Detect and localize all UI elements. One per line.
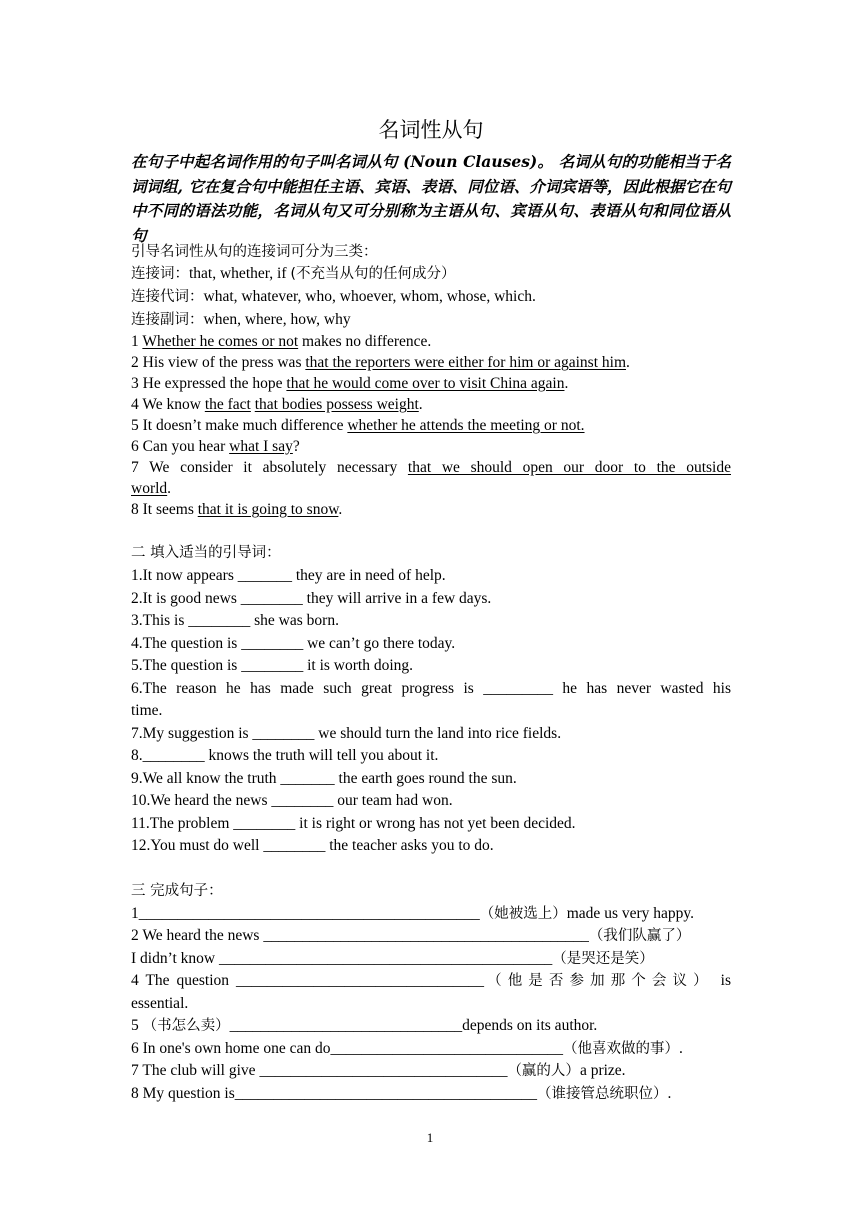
fill-item: 9.We all know the truth _______ the earth goes round the sun. — [131, 770, 517, 787]
example-5: 5 It doesn’t make much difference whether he attends the meeting or not. — [131, 417, 585, 434]
page-number: 1 — [426, 1130, 434, 1145]
example-1: 1 Whether he comes or not makes no difference. — [131, 333, 432, 350]
fill-item: 6.The reason he has made such great progress is _________ he has never wasted his — [131, 680, 731, 697]
fill-item: 12.You must do well ________ the teacher asks you to do. — [131, 837, 494, 854]
conjunction-line: 连接词：that, whether, if (不充当从句的任何成分） — [131, 265, 456, 282]
complete-item: 7 The club will give ________________________________（赢的人）a prize. — [131, 1062, 626, 1079]
example-8: 8 It seems that it is going to snow. — [131, 501, 343, 518]
complete-item: 4 The question ________________________________（他是否参加那个会议） is — [131, 972, 731, 989]
complete-item: 8 My question is_______________________________________（谁接管总统职位）. — [131, 1085, 672, 1102]
complete-item: 1____________________________________________（她被选上）made us very happy. — [131, 905, 695, 922]
example-4: 4 We know the fact that bodies possess weight. — [131, 396, 423, 413]
fill-item: 2.It is good news ________ they will arrive in a few days. — [131, 590, 492, 607]
example-7-cont: world. — [131, 480, 172, 497]
fill-item: 5.The question is ________ it is worth doing. — [131, 657, 414, 674]
complete-item: I didn’t know ___________________________________________（是哭还是笑） — [131, 950, 654, 967]
fill-item: 3.This is ________ she was born. — [131, 612, 339, 629]
fill-item: 11.The problem ________ it is right or wrong has not yet been decided. — [131, 815, 576, 832]
adverb-line: 连接副词：when, where, how, why — [131, 311, 351, 328]
fill-item: 8.________ knows the truth will tell you about it. — [131, 747, 439, 764]
fill-item: 4.The question is ________ we can’t go there today. — [131, 635, 456, 652]
page-title: 名词性从句 — [378, 118, 484, 142]
fill-item: 10.We heard the news ________ our team had won. — [131, 792, 453, 809]
fill-item: 1.It now appears _______ they are in need of help. — [131, 567, 446, 584]
example-3: 3 He expressed the hope that he would come over to visit China again. — [131, 375, 569, 392]
section2-heading: 二 填入适当的引导词： — [131, 545, 281, 561]
classify-heading: 引导名词性从句的连接词可分为三类： — [131, 244, 378, 260]
intro-paragraph: 在句子中起名词作用的句子叫名词从句 (Noun Clauses)。 名词从句的功能相当于名词词组, 它在复合句中能担任主语、宾语、表语、同位语、介词宾语等，因此根据它在句中不同的语法功能，名词从句又可分别称为主语从句、宾语从句、表语从句和同位语从句 — [131, 152, 731, 245]
example-6: 6 Can you hear what I say? — [131, 438, 300, 455]
complete-item: 6 In one's own home one can do______________________________（他喜欢做的事）. — [131, 1040, 683, 1057]
example-2: 2 His view of the press was that the reporters were either for him or against him. — [131, 354, 630, 371]
complete-item: 2 We heard the news __________________________________________（我们队赢了） — [131, 927, 691, 944]
example-7: 7 We consider it absolutely necessary that we should open our door to the outside — [131, 459, 731, 476]
complete-item-cont: essential. — [131, 995, 189, 1012]
fill-item: 7.My suggestion is ________ we should turn the land into rice fields. — [131, 725, 562, 742]
pronoun-line: 连接代词：what, whatever, who, whoever, whom, whose, which. — [131, 288, 536, 305]
section3-heading: 三 完成句子： — [131, 883, 223, 899]
fill-item-cont: time. — [131, 702, 163, 719]
complete-item: 5 （书怎么卖）______________________________depends on its author. — [131, 1017, 598, 1034]
